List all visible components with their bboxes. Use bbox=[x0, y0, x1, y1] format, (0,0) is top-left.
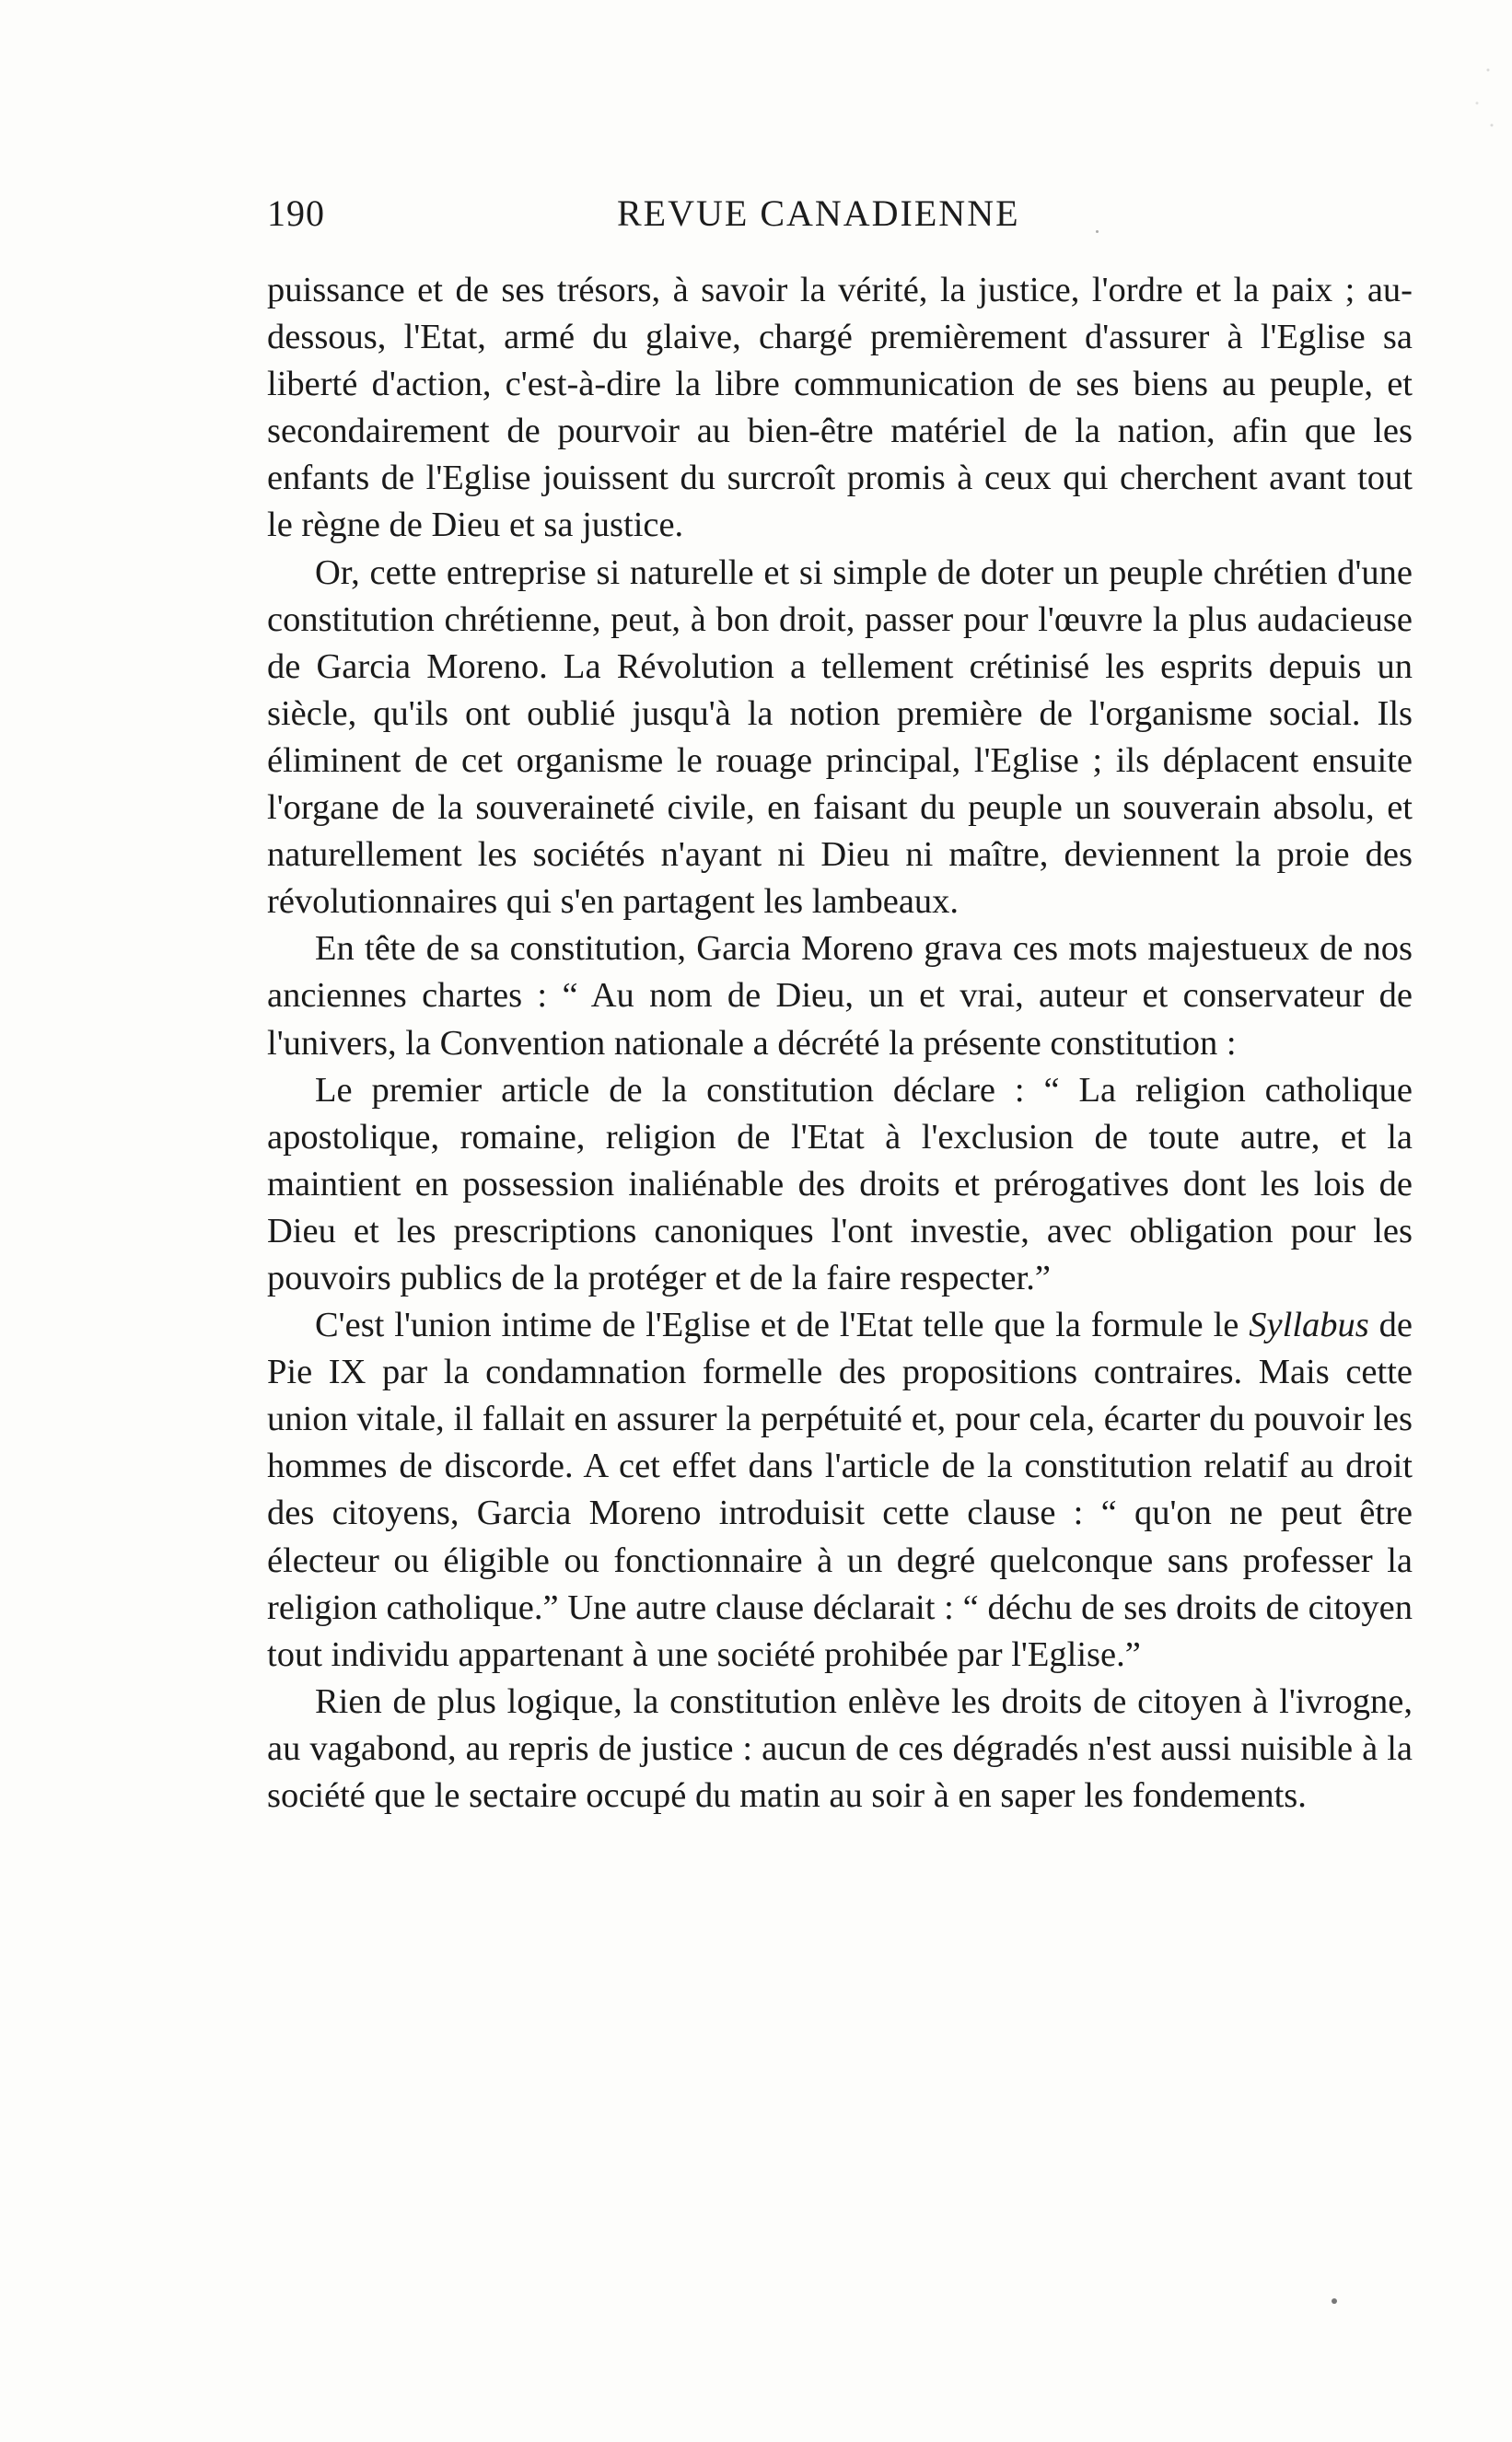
ink-speck bbox=[1096, 230, 1099, 233]
syllabus-title: Syllabus bbox=[1249, 1306, 1369, 1345]
journal-title: REVUE CANADIENNE bbox=[617, 192, 1020, 234]
paragraph-6: Rien de plus logique, la constitution enlève les droits de citoyen à l'ivrogne, au vagabond, au repris de justice : aucun de ces dégradés n'est aussi nuisible à la société que le sectaire occupé du matin au soir à en saper les fondements. bbox=[267, 1681, 1413, 1815]
paragraph-5-text-b: de Pie IX par la condamnation formelle des propositions contraires. Mais cette union vitale, il fallait en assurer la perpétuité et, pour cela, écarter du pouvoir les hommes de discorde. A cet effet dans l'article de la constitution relatif au droit des citoyens, Garcia Moreno introduisit cette clause : “ qu'on ne peut être électeur ou éligible ou fonctionnaire à un degré quelconque sans professer la religion catholique.” Une autre clause déclarait : “ déchu de ses droits de citoyen tout individu appartenant à une société prohibée par l'Eglise.” bbox=[267, 1306, 1413, 1674]
running-head bbox=[267, 192, 1105, 243]
paragraph-2: Or, cette entreprise si naturelle et si simple de doter un peuple chrétien d'une constitution chrétienne, peut, à bon droit, passer pour l'œuvre la plus audacieuse de Garcia Moreno. La Révolution a tellement crétinisé les esprits depuis un siècle, qu'ils ont oublié jusqu'à la notion première de l'organisme social. Ils éliminent de cet organisme le rouage principal, l'Eglise ; ils déplacent ensuite l'organe de la souveraineté civile, en faisant du peuple un souverain absolu, et naturellement les sociétés n'ayant ni Dieu ni maître, deviennent la proie des révolutionnaires qui s'en partagent les lambeaux. bbox=[267, 552, 1413, 922]
page-number: 190 bbox=[267, 192, 325, 234]
paragraph-5 bbox=[267, 1302, 1413, 1679]
ink-speck bbox=[1332, 2298, 1337, 2304]
paragraph-5-text-a: C'est l'union intime de l'Eglise et de l'Etat telle que la formule le bbox=[315, 1306, 1250, 1345]
body-text bbox=[267, 267, 1413, 1820]
paragraph-3: En tête de sa constitution, Garcia Moreno grava ces mots majestueux de nos anciennes chartes : “ Au nom de Dieu, un et vrai, auteur et conservateur de l'univers, la Convention nationale a décrété la présente constitution : bbox=[267, 929, 1413, 1063]
paragraph-1: puissance et de ses trésors, à savoir la vérité, la justice, l'ordre et la paix ; au-dessous, l'Etat, armé du glaive, chargé premièrement d'assurer à l'Eglise sa liberté d'action, c'est-à-dire la libre communication de ses biens au peuple, et secondairement de pourvoir au bien-être matériel de la nation, afin que les enfants de l'Eglise jouissent du surcroît promis à ceux qui cherchent avant tout le règne de Dieu et sa justice. bbox=[267, 271, 1413, 545]
page-edge-noise bbox=[1466, 37, 1503, 147]
paragraph-4: Le premier article de la constitution déclare : “ La religion catholique apostolique, romaine, religion de l'Etat à l'exclusion de toute autre, et la maintient en possession inaliénable des droits et prérogatives dont les lois de Dieu et les prescriptions canoniques l'ont investie, avec obligation pour les pouvoirs publics de la protéger et de la faire respecter.” bbox=[267, 1070, 1413, 1297]
